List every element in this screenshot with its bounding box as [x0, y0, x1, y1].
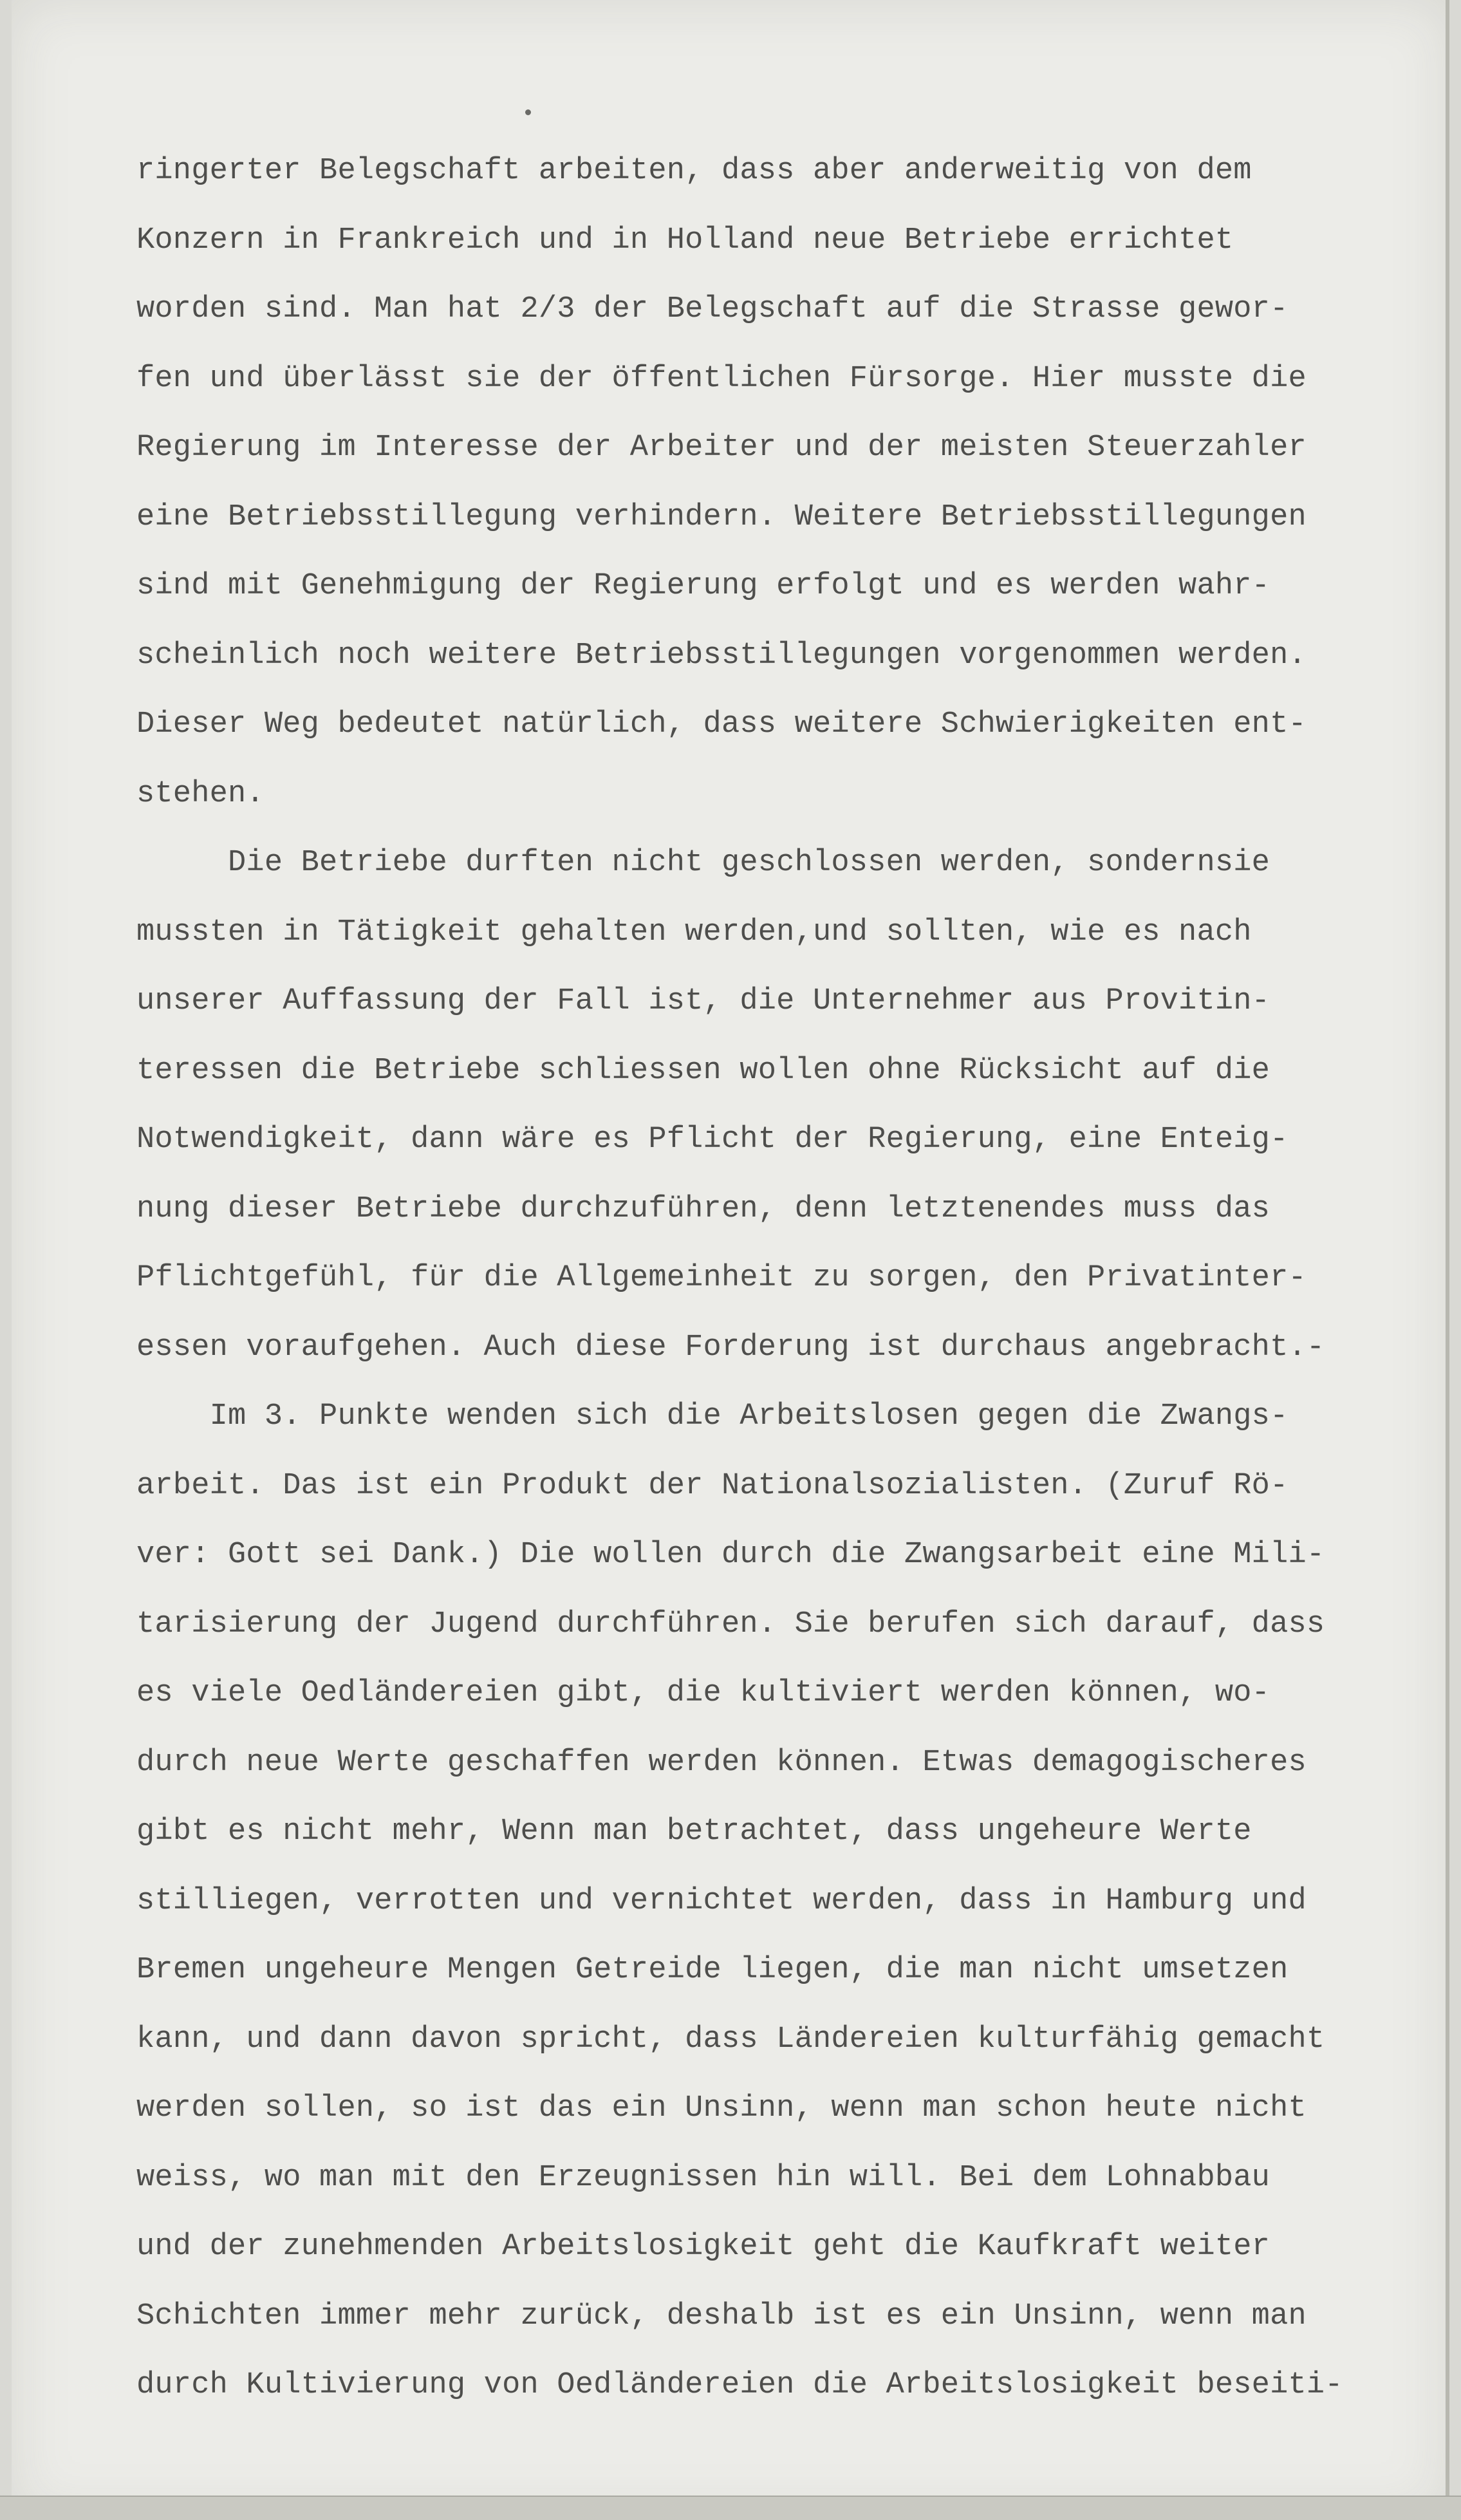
text-line: worden sind. Man hat 2/3 der Belegschaft auf die Strasse gewor- — [136, 292, 1289, 326]
scan-bottom-strip — [0, 2496, 1461, 2520]
text-line: Notwendigkeit, dann wäre es Pflicht der Regierung, eine Enteig- — [136, 1123, 1289, 1157]
text-line: Dieser Weg bedeutet natürlich, dass weitere Schwierigkeiten ent- — [136, 707, 1307, 742]
text-line: stilliegen, verrotten und vernichtet werden, dass in Hamburg und — [136, 1883, 1307, 1918]
text-line: gibt es nicht mehr, Wenn man betrachtet, dass ungeheure Werte — [136, 1815, 1252, 1849]
text-line: es viele Oedländereien gibt, die kultiviert werden können, wo- — [136, 1676, 1270, 1710]
text-line: nung dieser Betriebe durchzuführen, denn letztenendes muss das — [136, 1191, 1270, 1226]
text-line: Regierung im Interesse der Arbeiter und der meisten Steuerzahler — [136, 431, 1307, 465]
text-line: kann, und dann davon spricht, dass Ländereien kulturfähig gemacht — [136, 2022, 1325, 2057]
text-line: stehen. — [136, 776, 265, 811]
text-line: eine Betriebsstillegung verhindern. Weitere Betriebsstillegungen — [136, 499, 1307, 534]
text-line: weiss, wo man mit den Erzeugnissen hin will. Bei dem Lohnabbau — [136, 2160, 1270, 2195]
text-line: fen und überlässt sie der öffentlichen Fürsorge. Hier musste die — [136, 361, 1307, 396]
text-line: Im 3. Punkte wenden sich die Arbeitslosen gegen die Zwangs- — [136, 1399, 1289, 1433]
text-line: Bremen ungeheure Mengen Getreide liegen, die man nicht umsetzen — [136, 1953, 1289, 1987]
text-line: durch neue Werte geschaffen werden können. Etwas demagogischeres — [136, 1745, 1307, 1780]
text-line: scheinlich noch weitere Betriebsstillegungen vorgenommen werden. — [136, 638, 1307, 673]
text-line: durch Kultivierung von Oedländereien die Arbeitslosigkeit beseiti- — [136, 2368, 1343, 2402]
text-line: arbeit. Das ist ein Produkt der Nationalsozialisten. (Zuruf Rö- — [136, 1468, 1289, 1503]
text-line: Pflichtgefühl, für die Allgemeinheit zu sorgen, den Privatinter- — [136, 1261, 1307, 1295]
ink-dot-mark — [525, 109, 531, 115]
text-line: mussten in Tätigkeit gehalten werden,und sollten, wie es nach — [136, 915, 1252, 949]
text-line: ringerter Belegschaft arbeiten, dass aber anderweitig von dem — [136, 154, 1252, 188]
text-line: unserer Auffassung der Fall ist, die Unternehmer aus Provitin- — [136, 984, 1270, 1018]
text-line: sind mit Genehmigung der Regierung erfolgt und es werden wahr- — [136, 569, 1270, 603]
text-line: teressen die Betriebe schliessen wollen ohne Rücksicht auf die — [136, 1053, 1270, 1088]
text-line: essen voraufgehen. Auch diese Forderung ist durchaus angebracht.- — [136, 1330, 1325, 1365]
text-line: Schichten immer mehr zurück, deshalb ist es ein Unsinn, wenn man — [136, 2299, 1307, 2333]
text-line: und der zunehmenden Arbeitslosigkeit geht die Kaufkraft weiter — [136, 2230, 1270, 2264]
text-line: werden sollen, so ist das ein Unsinn, wenn man schon heute nicht — [136, 2091, 1307, 2125]
text-line: tarisierung der Jugend durchführen. Sie berufen sich darauf, dass — [136, 1607, 1325, 1641]
text-line: Konzern in Frankreich und in Holland neue Betriebe errichtet — [136, 223, 1234, 257]
typewritten-body — [136, 136, 1449, 2420]
text-line: Die Betriebe durften nicht geschlossen werden, sondernsie — [136, 846, 1270, 880]
text-line: ver: Gott sei Dank.) Die wollen durch die Zwangsarbeit eine Mili- — [136, 1538, 1325, 1572]
